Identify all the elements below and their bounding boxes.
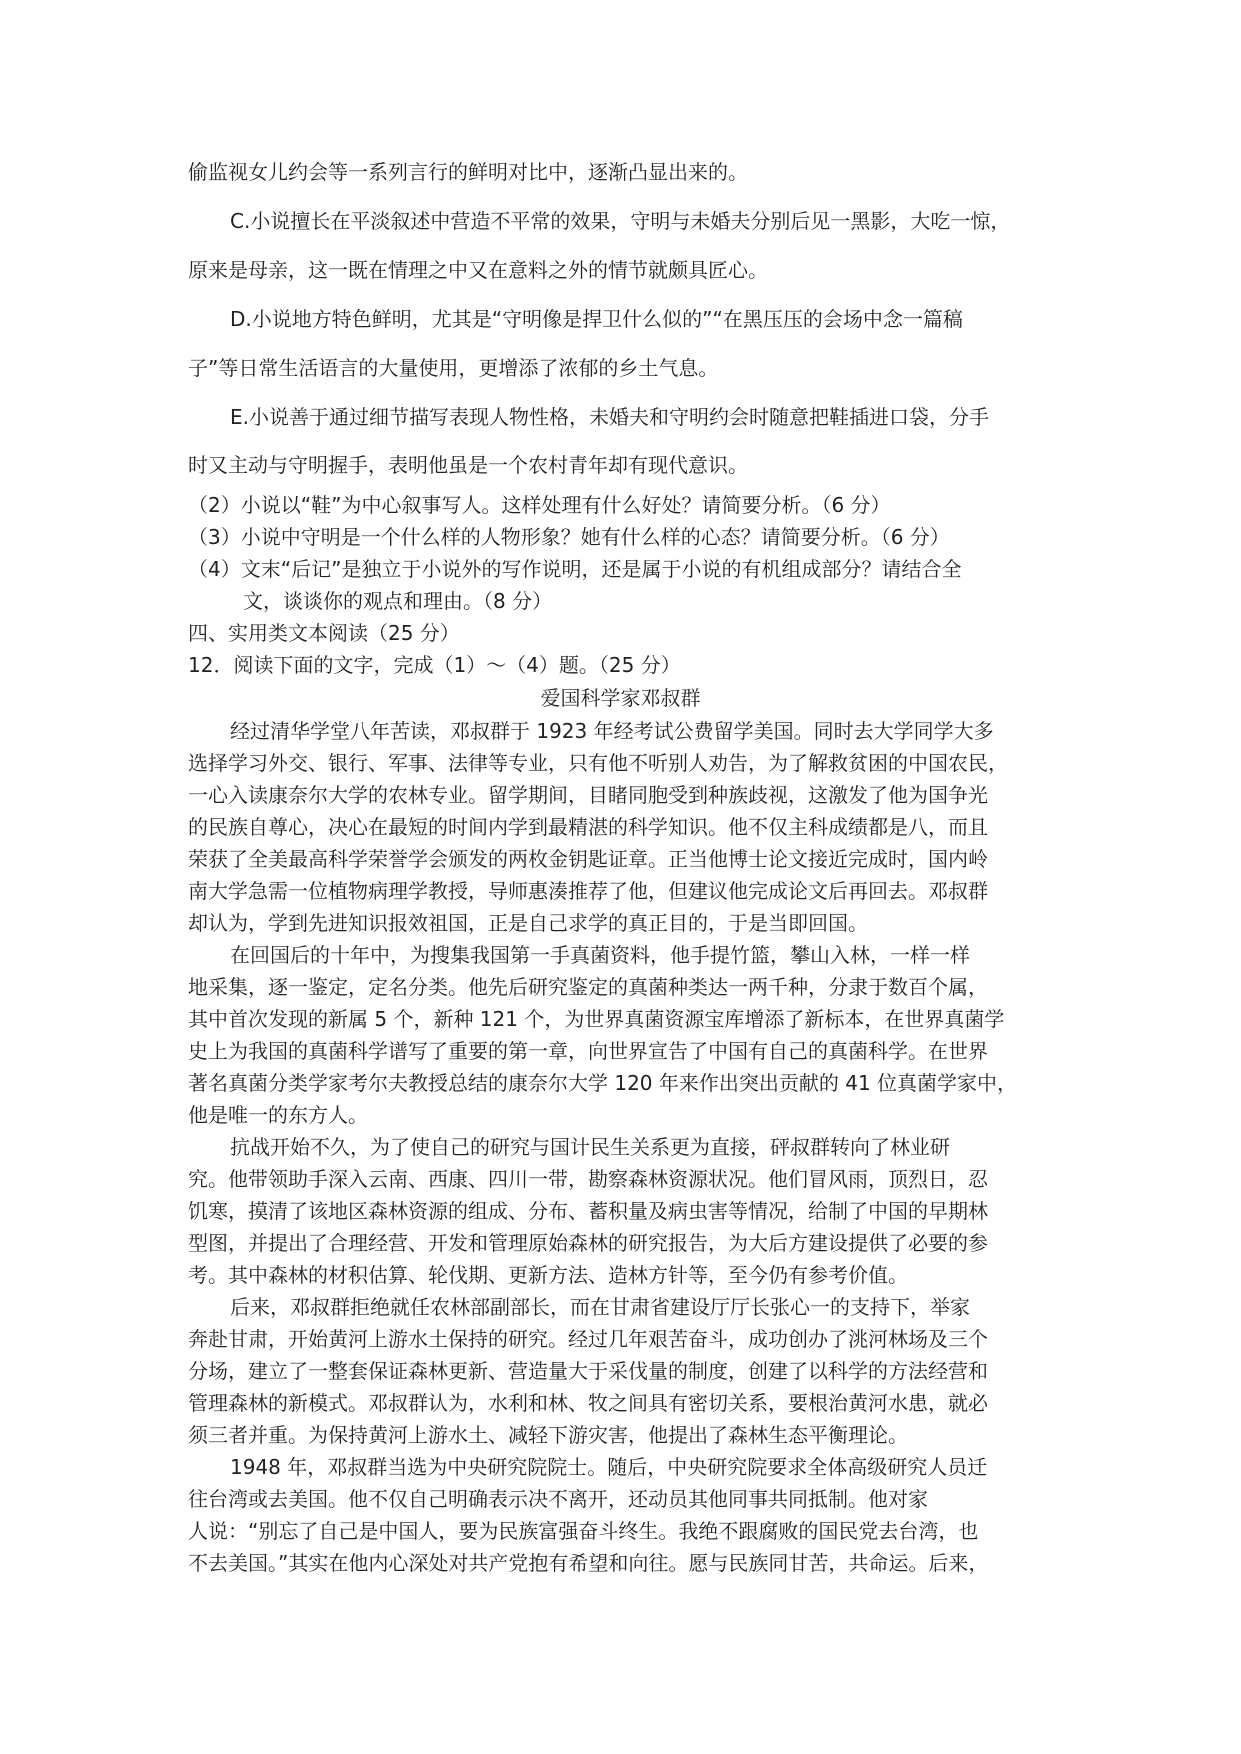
article-line: 荣获了全美最高科学荣誉学会颁发的两枚金钥匙证章。正当他博士论文接近完成时，国内岭 <box>188 847 988 871</box>
article-line: 在回国后的十年中，为搜集我国第一手真菌资料，他手提竹篮，攀山入林，一样一样 <box>230 943 970 967</box>
article-line: 其中首次发现的新属 5 个，新种 121 个，为世界真菌资源宝库增添了新标本，在世界真菌学 <box>188 1007 1005 1031</box>
article-line: 往台湾或去美国。他不仅自己明确表示决不离开，还动员其他同事共同抵制。他对家 <box>188 1487 928 1511</box>
article-line: 著名真菌分类学家考尔夫教授总结的康奈尔大学 120 年来作出突出贡献的 41 位真菌学家中， <box>188 1071 1018 1095</box>
article-line: 饥寒，摸清了该地区森林资源的组成、分布、蓄积量及病虫害等情况，给制了中国的早期林 <box>188 1199 988 1223</box>
question-4-continuation: 文，谈谈你的观点和理由。（8 分） <box>243 589 553 613</box>
option-e: E.小说善于通过细节描写表现人物性格，未婚夫和守明约会时随意把鞋插进口袋，分手 <box>230 405 989 429</box>
article-line: 经过清华学堂八年苦读，邓叔群于 1923 年经考试公费留学美国。同时去大学同学大多 <box>230 719 994 743</box>
question-3: （3）小说中守明是一个什么样的人物形象？她有什么样的心态？请简要分析。（6 分） <box>188 525 950 549</box>
article-line: 一心入读康奈尔大学的农林专业。留学期间，目睹同胞受到种族歧视，这激发了他为国争光 <box>188 783 988 807</box>
article-line: 抗战开始不久，为了使自己的研究与国计民生关系更为直接，砰叔群转向了林业研 <box>230 1135 950 1159</box>
article-line: 究。他带领助手深入云南、西康、四川一带，勘察森林资源状况。他们冒风雨，顶烈日，忍 <box>188 1167 988 1191</box>
article-line: 选择学习外交、银行、军事、法律等专业，只有他不听别人劝告，为了解救贫困的中国农民， <box>188 751 1008 775</box>
article-line: 分场，建立了一整套保证森林更新、营造量大于采伐量的制度，创建了以科学的方法经营和 <box>188 1359 988 1383</box>
article-line: 人说：“别忘了自己是中国人，要为民族富强奋斗终生。我绝不跟腐败的国民党去台湾，也 <box>188 1519 979 1543</box>
article-line: 他是唯一的东方人。 <box>188 1103 368 1127</box>
article-line: 考。其中森林的材积估算、轮伐期、更新方法、造林方针等，至今仍有参考价值。 <box>188 1263 908 1287</box>
article-line: 须三者并重。为保持黄河上游水土、减轻下游灾害，他提出了森林生态平衡理论。 <box>188 1423 908 1447</box>
section-heading: 四、实用类文本阅读（25 分） <box>188 621 460 645</box>
article-line: 史上为我国的真菌科学谱写了重要的第一章，向世界宣告了中国有自己的真菌科学。在世界 <box>188 1039 988 1063</box>
article-line: 奔赴甘肃，开始黄河上游水土保持的研究。经过几年艰苦奋斗，成功创办了洮河林场及三个 <box>188 1327 988 1351</box>
article-line: 的民族自尊心，决心在最短的时间内学到最精湛的科学知识。他不仅主科成绩都是八，而且 <box>188 815 988 839</box>
article-line: 后来，邓叔群拒绝就任农林部副部长，而在甘肃省建设厅厅长张心一的支持下，举家 <box>230 1295 970 1319</box>
article-line: 南大学急需一位植物病理学教授，导师惠湊推荐了他，但建议他完成论文后再回去。邓叔群 <box>188 879 988 903</box>
question-4: （4）文末“后记”是独立于小说外的写作说明，还是属于小说的有机组成部分？请结合全 <box>188 557 962 581</box>
option-d-continuation: 子”等日常生活语言的大量使用，更增添了浓郁的乡土气息。 <box>188 356 719 380</box>
option-b-continuation: 偷监视女儿约会等一系列言行的鲜明对比中，逐渐凸显出来的。 <box>188 160 748 184</box>
option-e-continuation: 时又主动与守明握手，表明他虽是一个农村青年却有现代意识。 <box>188 453 748 477</box>
article-line: 不去美国。”其实在他内心深处对共产党抱有希望和向往。愿与民族同甘苦，共命运。后来， <box>188 1551 989 1575</box>
option-c-continuation: 原来是母亲，这一既在情理之中又在意料之外的情节就颇具匠心。 <box>188 258 768 282</box>
question-12: 12．阅读下面的文字，完成（1）～（4）题。（25 分） <box>188 653 681 677</box>
article-title: 爱国科学家邓叔群 <box>540 686 701 710</box>
article-line: 管理森林的新模式。邓叔群认为，水利和林、牧之间具有密切关系，要根治黄河水患，就必 <box>188 1391 988 1415</box>
option-d: D.小说地方特色鲜明，尤其是“守明像是捍卫什么似的”“在黑压压的会场中念一篇稿 <box>230 307 963 331</box>
question-2: （2）小说以“鞋”为中心叙事写人。这样处理有什么好处？请简要分析。（6 分） <box>188 493 891 517</box>
article-line: 地采集，逐一鉴定，定名分类。他先后研究鉴定的真菌种类达一两千种，分隶于数百个属， <box>188 975 988 999</box>
article-line: 却认为，学到先进知识报效祖国，正是自己求学的真正目的，于是当即回国。 <box>188 911 868 935</box>
option-c: C.小说擅长在平淡叙述中营造不平常的效果，守明与未婚夫分别后见一黑影，大吃一惊， <box>230 209 1011 233</box>
article-line: 型图，并提出了合理经营、开发和管理原始森林的研究报告，为大后方建设提供了必要的参 <box>188 1231 988 1255</box>
article-line: 1948 年，邓叔群当选为中央研究院院士。随后，中央研究院要求全体高级研究人员迁 <box>230 1455 988 1479</box>
